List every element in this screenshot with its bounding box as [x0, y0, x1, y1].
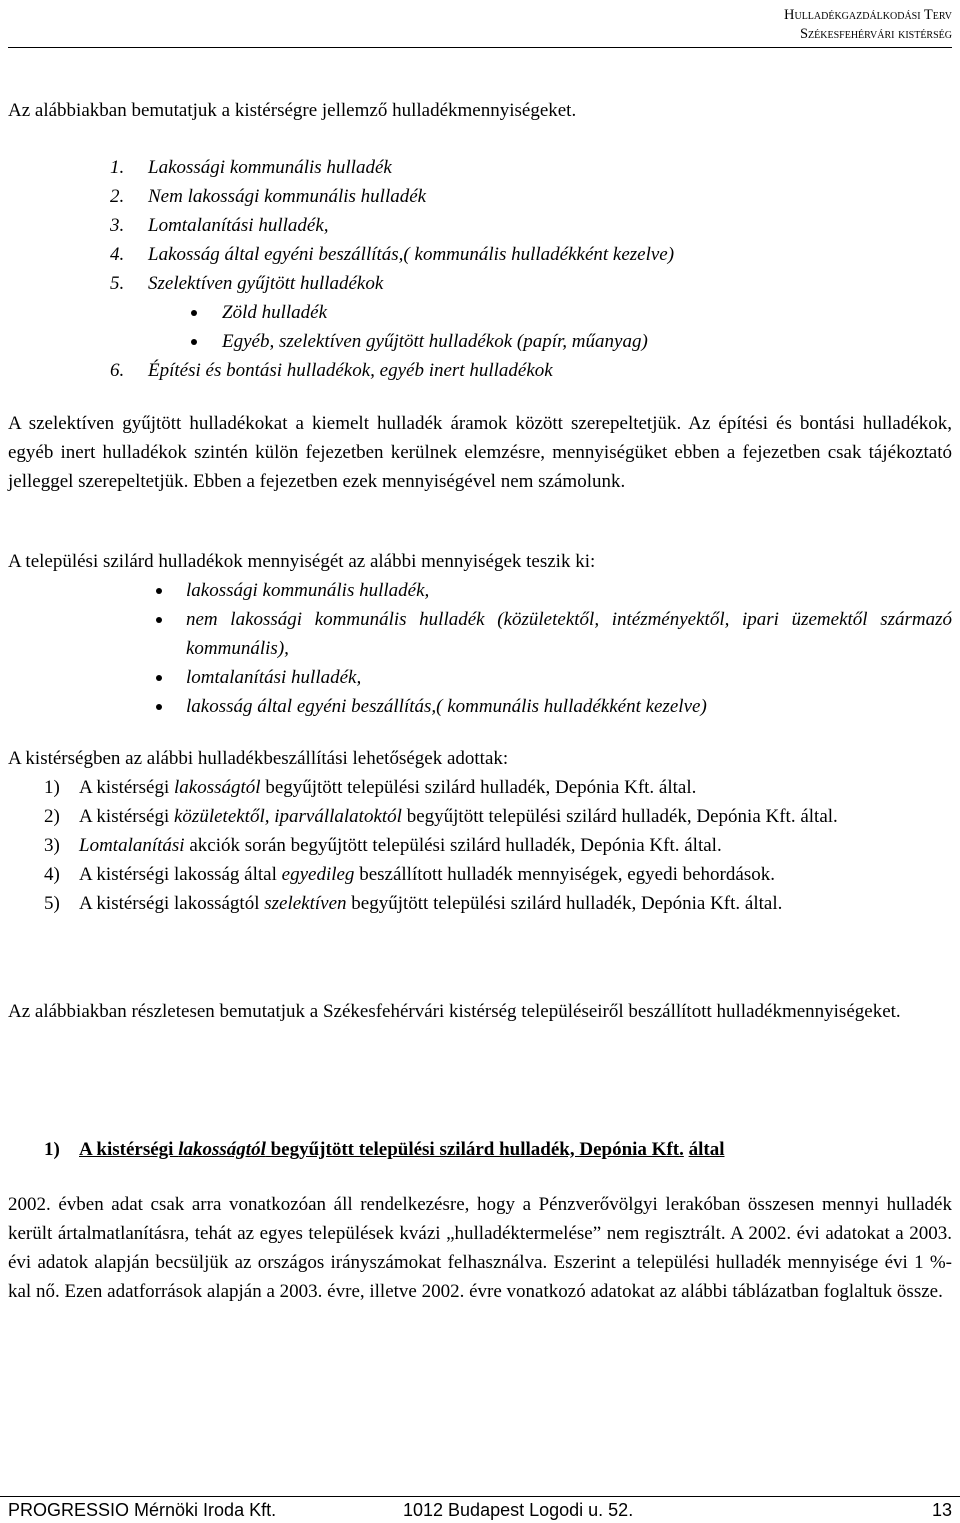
- list-item: 3) Lomtalanítási akciók során begyűjtött települési szilárd hulladék, Depónia Kft. által.: [44, 835, 722, 856]
- list-item: 3. Lomtalanítási hulladék,: [110, 215, 329, 236]
- bullet-icon: [156, 617, 162, 623]
- bullet-icon: [191, 339, 197, 345]
- header-subtitle: Székesfehérvári kistérség: [799, 26, 952, 42]
- data-source-paragraph: 2002. évben adat csak arra vonatkozóan áll rendelkezésre, hogy a Pénzverővölgyi lerakóban összesen mennyi hulladék került ártalmatlanításra, tehát az egyes települések kvázi „hulladéktermelése” nem regisztrált. A 2002. évi adatokat a 2003. évi adatok alapján becsüljük az országos irányszámokat felhasználva. Eszerint a települési hulladék mennyisége évi 1 %-kal nő. Ezen adatforrások alapján a 2003. évre, illetve 2002. évre vonatkozó adatokat az alábbi táblázatban foglaltuk össze.: [8, 1194, 952, 1302]
- page-header: [0, 0, 952, 44]
- footer-company: PROGRESSIO Mérnöki Iroda Kft.: [8, 1500, 277, 1520]
- sub-list-item: Egyéb, szelektíven gyűjtött hulladékok (papír, műanyag): [110, 327, 952, 356]
- list-item: lomtalanítási hulladék,: [8, 663, 952, 692]
- header-title: Hulladékgazdálkodási Terv: [784, 7, 952, 23]
- list-item: 4. Lakosság által egyéni beszállítás,( kommunális hulladékként kezelve): [110, 244, 675, 265]
- list-item: lakosság által egyéni beszállítás,( kommunális hulladékként kezelve): [8, 692, 952, 721]
- bullet-icon: [156, 704, 162, 710]
- footer-divider: [0, 1496, 960, 1497]
- list-item: 5. Szelektíven gyűjtött hulladékok: [110, 273, 384, 294]
- delivery-options-list: [44, 773, 952, 918]
- list-item: lakossági kommunális hulladék,: [8, 576, 952, 605]
- list-item: 2. Nem lakossági kommunális hulladék: [110, 186, 427, 207]
- intro-paragraph: Az alábbiakban bemutatjuk a kistérségre jellemző hulladékmennyiségeket.: [8, 100, 577, 121]
- bullet-icon: [156, 588, 162, 594]
- delivery-options-intro: A kistérségben az alábbi hulladékbeszállítási lehetőségek adottak:: [8, 748, 509, 769]
- waste-types-list: [110, 153, 952, 385]
- list-item: 1. Lakossági kommunális hulladék: [110, 157, 392, 178]
- bullet-icon: [156, 675, 162, 681]
- page-number: 13: [931, 1500, 952, 1520]
- section-heading: 1) A kistérségi lakosságtól begyűjtött települési szilárd hulladék, Depónia Kft. által: [44, 1139, 725, 1160]
- list-item: 1) A kistérségi lakosságtól begyűjtött települési szilárd hulladék, Depónia Kft. által.: [44, 777, 697, 798]
- list-item: 5) A kistérségi lakosságtól szelektíven begyűjtött települési szilárd hulladék, Depónia Kft. által.: [44, 893, 783, 914]
- list-item: 2) A kistérségi közületektől, iparvállalatoktól begyűjtött települési szilárd hulladék, Depónia Kft. által.: [44, 806, 838, 827]
- list-item: 4) A kistérségi lakosság által egyedileg beszállított hulladék mennyiségek, egyedi behordások.: [44, 864, 775, 885]
- footer-address: 1012 Budapest Logodi u. 52.: [403, 1500, 634, 1520]
- settlement-waste-intro: A települési szilárd hulladékok mennyiségét az alábbi mennyiségek teszik ki:: [8, 551, 596, 572]
- detailed-intro-paragraph: Az alábbiakban részletesen bemutatjuk a Székesfehérvári kistérség településeiről beszállított hulladékmennyiségeket.: [8, 1001, 901, 1022]
- list-item: nem lakossági kommunális hulladék (közületektől, intézményektől, ipari üzemektől származó kommunális),: [8, 605, 952, 663]
- header-divider: [8, 47, 952, 48]
- bullet-icon: [191, 310, 197, 316]
- sub-list-item: Zöld hulladék: [110, 298, 952, 327]
- list-item: 6. Építési és bontási hulladékok, egyéb inert hulladékok: [110, 360, 553, 381]
- selective-waste-paragraph: A szelektíven gyűjtött hulladékokat a kiemelt hulladék áramok között szerepeltetjük. Az építési és bontási hulladékok, egyéb inert hulladékok szintén külön fejezetben kerülnek elemzésre, mennyiségüket ebben a fejezetben csak tájékoztató jelleggel szerepeltetjük. Ebben a fejezetben ezek mennyiségével nem számolunk.: [8, 413, 952, 492]
- settlement-waste-bullets: [8, 576, 952, 721]
